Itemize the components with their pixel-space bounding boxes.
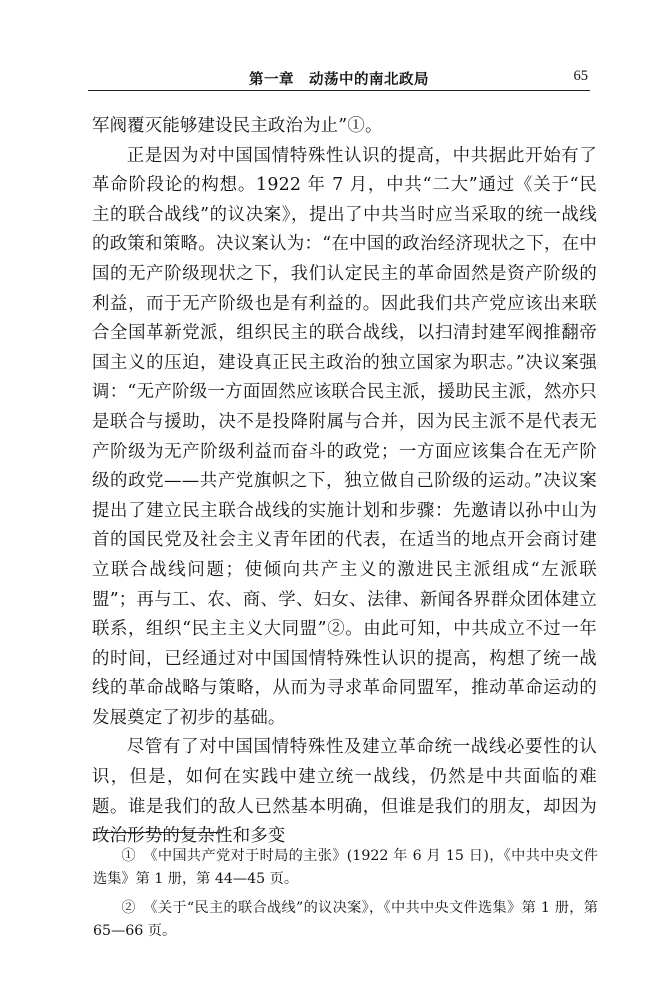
paragraph: 军阀覆灭能够建设民主政治为止”①。 — [92, 116, 383, 136]
chapter-title: 第一章 动荡中的南北政局 — [249, 72, 429, 88]
paragraph: 正是因为对中国国情特殊性认识的提高，中共据此开始有了革命阶段论的构想。1922 年 7 月，中共“二大”通过《关于“民主的联合战线”的议决案》，提出了中共当时应当采取的统一战线的政策和策略。决议案认为：“在中国的政治经济现状之下，在中国的无产阶级现状之下，我们认定民主的革命固然是资产阶级的利益，而于无产阶级也是有利益的。因此我们共产党应该出来联合全国革新党派，组织民主的联合战线，以扫清封建军阀推翻帝国主义的压迫，建设真正民主政治的独立国家为职志。”决议案强调：“无产阶级一方面固然应该联合民主派，援助民主派，然亦只是联合与援助，决不是投降附属与合并，因为民主派不是代表无产阶级为无产阶级利益而奋斗的政党；一方面应该集合在无产阶级的政党——共产党旗帜之下，独立做自己阶级的运动。”决议案提出了建立民主联合战线的实施计划和步骤：先邀请以孙中山为首的国民党及社会主义青年团的代表，在适当的地点开会商讨建立联合战线问题；使倾向共产主义的激进民主派组成“左派联盟”；再与工、农、商、学、妇女、法律、新闻各界群众团体建立联系，组织“民主主义大同盟”②。由此可知，中共成立不过一年的时间，已经通过对中国国情特殊性认识的提高，构想了统一战线的革命战略与策略，从而为寻求革命同盟军，推动革命运动的发展奠定了初步的基础。 — [92, 145, 597, 728]
footnotes — [93, 845, 598, 949]
page-number: 65 — [573, 68, 588, 84]
running-header — [88, 64, 590, 91]
main-text — [92, 112, 597, 852]
paragraph: 尽管有了对中国国情特殊性及建立革命统一战线必要性的认识，但是，如何在实践中建立统一战线，仍然是中共面临的难题。谁是我们的敌人已然基本明确，但谁是我们的朋友，却因为政治形势的复杂性和多变 — [92, 737, 597, 847]
footnote: ① 《中国共产党对于时局的主张》(1922 年 6 月 15 日)，《中共中央文件选集》第 1 册，第 44—45 页。 — [93, 848, 598, 887]
footnote-divider — [93, 832, 223, 833]
footnote: ② 《关于“民主的联合战线”的议决案》，《中共中央文件选集》第 1 册，第 65—66 页。 — [93, 900, 598, 939]
